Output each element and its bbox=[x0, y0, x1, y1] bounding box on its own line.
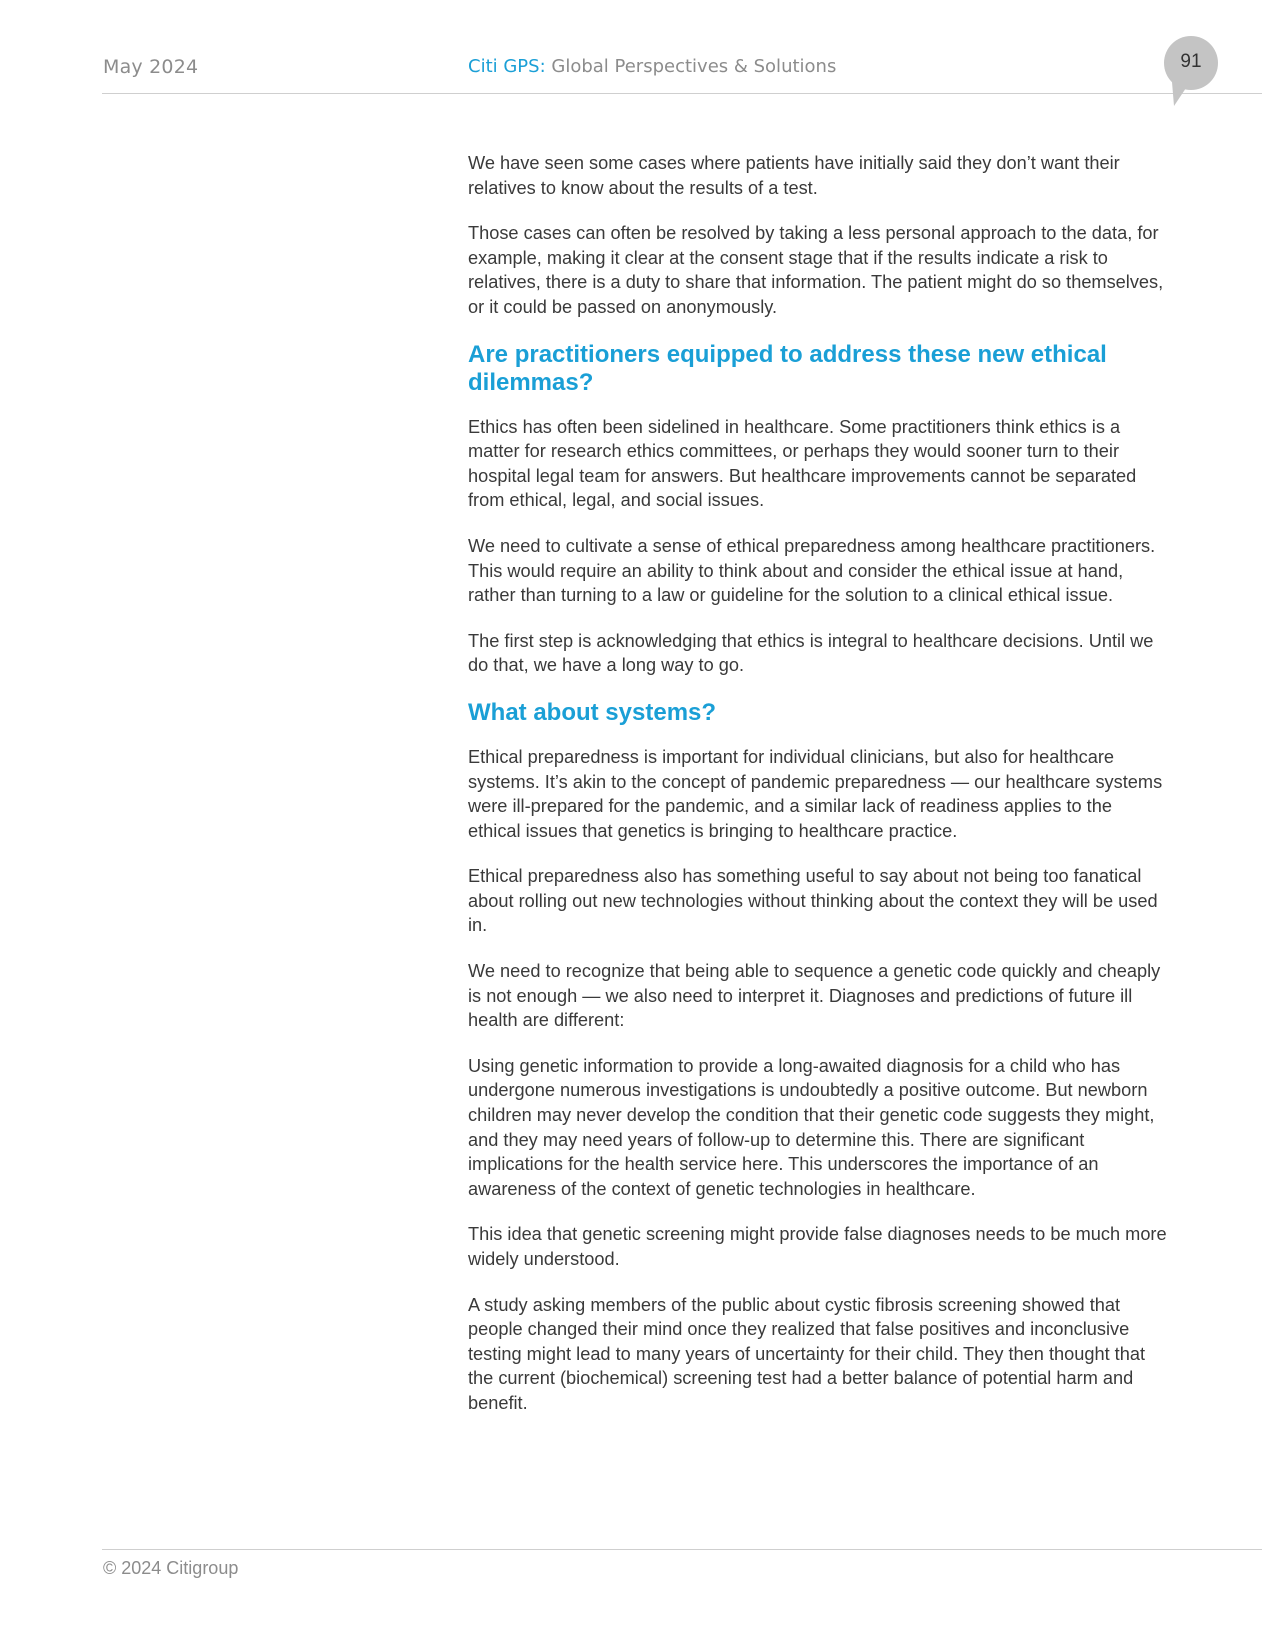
paragraph: Using genetic information to provide a long-awaited diagnosis for a child who has undergone numerous investigations is undoubtedly a positive outcome. But newborn children may never develop the condition that their genetic code suggests they might, and they may need years of follow-up to determine this. There are significant implications for the health service here. This underscores the importance of an awareness of the context of genetic technologies in healthcare. bbox=[468, 1055, 1155, 1199]
paragraph: This idea that genetic screening might provide false diagnoses needs to be much more widely understood. bbox=[468, 1224, 1167, 1269]
section-heading: What about systems? bbox=[468, 698, 717, 726]
section-heading: Are practitioners equipped to address these new ethical dilemmas? bbox=[468, 340, 1107, 396]
header-date: May 2024 bbox=[103, 56, 199, 78]
brand-name: Citi GPS: bbox=[468, 56, 546, 77]
paragraph: Ethics has often been sidelined in healthcare. Some practitioners think ethics is a matter for research ethics committees, or perhaps they would sooner turn to their hospital legal team for answers. But healthcare improvements cannot be separated from ethical, legal, and social issues. bbox=[468, 416, 1137, 511]
paragraph: A study asking members of the public about cystic fibrosis screening showed that people changed their mind once they realized that false positives and inconclusive testing might lead to many years of uncertainty for their child. They then thought that the current (biochemical) screening test had a better balance of potential harm and benefit. bbox=[468, 1294, 1146, 1413]
publication-subtitle: Global Perspectives & Solutions bbox=[545, 56, 837, 77]
paragraph: Those cases can often be resolved by taking a less personal approach to the data, for example, making it clear at the consent stage that if the results indicate a risk to relatives, there is a duty to share that information. The patient might do so themselves, or it could be passed on anonymously. bbox=[468, 223, 1164, 317]
page-number: 91 bbox=[1180, 51, 1202, 72]
paragraph: We need to recognize that being able to sequence a genetic code quickly and cheaply is not enough — we also need to interpret it. Diagnoses and predictions of future ill health are different: bbox=[468, 961, 1161, 1031]
paragraph: The first step is acknowledging that ethics is integral to healthcare decisions. Until we do that, we have a long way to go. bbox=[468, 630, 1154, 676]
publication-title bbox=[468, 56, 836, 77]
header-divider bbox=[102, 93, 1262, 94]
footer-divider bbox=[102, 1549, 1262, 1550]
paragraph: We need to cultivate a sense of ethical preparedness among healthcare practitioners. This would require an ability to think about and consider the ethical issue at hand, rather than turning to a law or guideline for the solution to a clinical ethical issue. bbox=[468, 535, 1156, 606]
copyright-notice: © 2024 Citigroup bbox=[103, 1558, 239, 1578]
article-body bbox=[468, 151, 1168, 1437]
page-number-badge bbox=[1164, 36, 1220, 108]
paragraph: Ethical preparedness also has something useful to say about not being too fanatical about rolling out new technologies without thinking about the context they will be used in. bbox=[468, 866, 1158, 936]
paragraph: Ethical preparedness is important for individual clinicians, but also for healthcare systems. It’s akin to the concept of pandemic preparedness — our healthcare systems were ill-prepared for the pandemic, and a similar lack of readiness applies to the ethical issues that genetics is bringing to healthcare practice. bbox=[468, 746, 1163, 841]
paragraph: We have seen some cases where patients have initially said they don’t want their relatives to know about the results of a test. bbox=[468, 153, 1120, 198]
